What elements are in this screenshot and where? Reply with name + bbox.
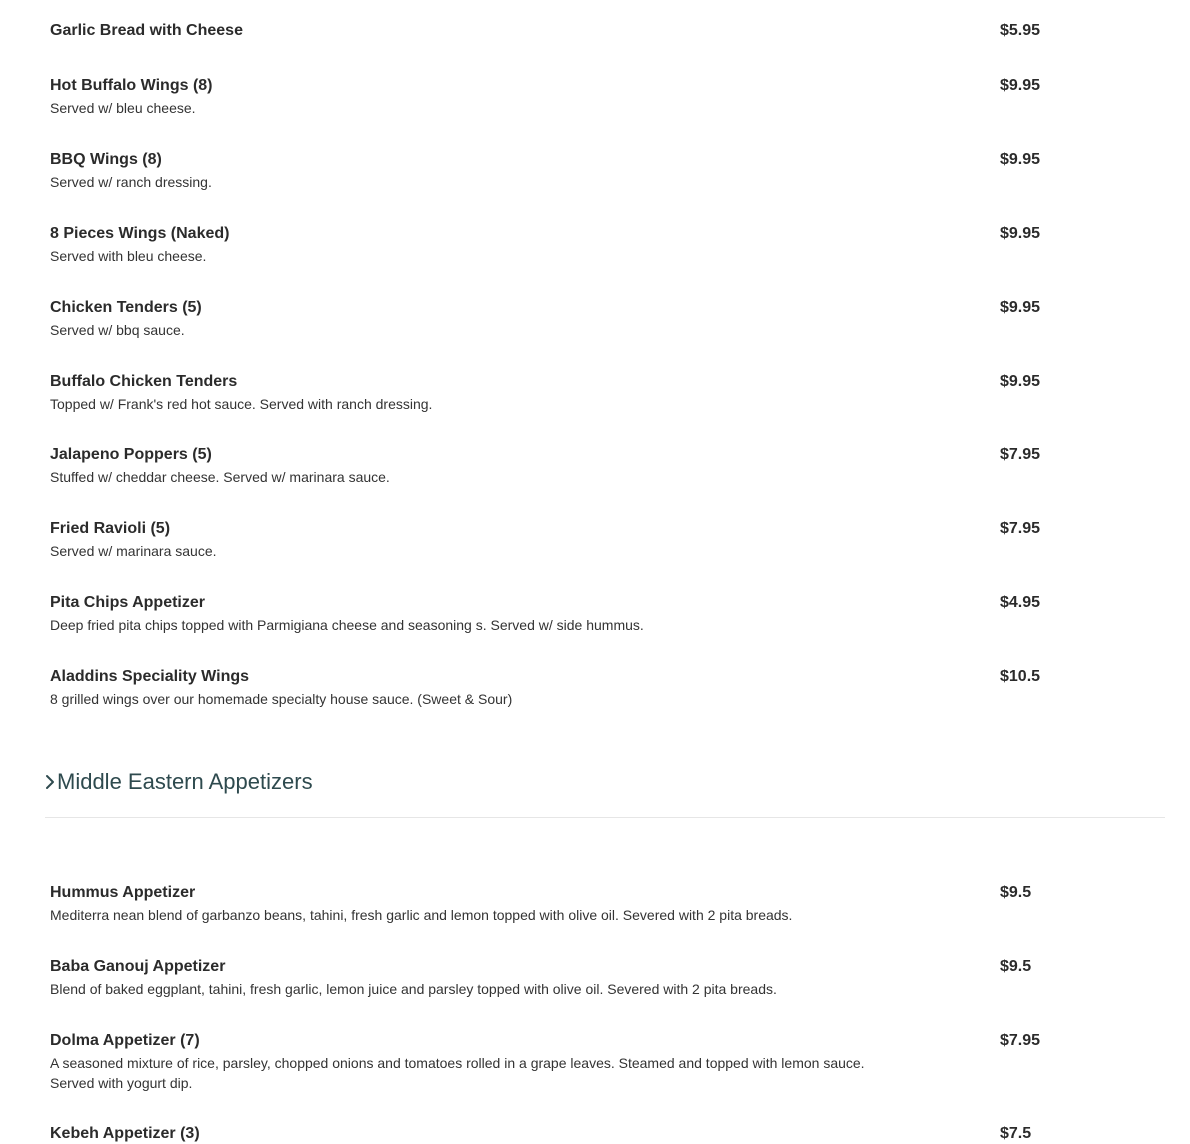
item-price: $9.95 [1000,151,1041,168]
item-name: Kebeh Appetizer (3) [50,1125,200,1142]
item-name: Aladdins Speciality Wings [50,668,250,685]
item-description: Deep fried pita chips topped with Parmigiana cheese and seasoning s. Served w/ side hummus. [50,617,644,633]
item-name: Jalapeno Poppers (5) [50,446,212,463]
item-price: $4.95 [1000,594,1041,611]
item-description: Served w/ bbq sauce. [50,322,185,338]
item-description: Served w/ ranch dressing. [50,174,212,190]
item-price: $9.95 [1000,225,1041,242]
item-description: Stuffed w/ cheddar cheese. Served w/ marinara sauce. [50,469,390,485]
item-name: Fried Ravioli (5) [50,520,171,537]
item-price: $9.95 [1000,373,1041,390]
item-price: $5.95 [1000,22,1041,39]
item-description: Served w/ marinara sauce. [50,543,217,559]
item-price: $10.5 [1000,668,1041,685]
item-name: Hummus Appetizer [50,884,196,901]
item-description: Blend of baked eggplant, tahini, fresh garlic, lemon juice and parsley topped with olive oil. Severed with 2 pita breads. [50,981,777,997]
item-price: $9.5 [1000,884,1032,901]
item-description: Served with bleu cheese. [50,248,207,264]
item-name: Hot Buffalo Wings (8) [50,77,213,94]
chevron-right-icon [45,774,55,790]
item-name: 8 Pieces Wings (Naked) [50,225,230,242]
item-price: $7.95 [1000,1032,1041,1049]
section-title: Middle Eastern Appetizers [57,769,313,794]
item-name: Garlic Bread with Cheese [50,22,243,39]
item-name: Buffalo Chicken Tenders [50,373,238,390]
item-price: $7.95 [1000,446,1041,463]
item-name: BBQ Wings (8) [50,151,162,168]
item-price: $9.95 [1000,299,1041,316]
item-price: $9.95 [1000,77,1041,94]
item-description: A seasoned mixture of rice, parsley, chopped onions and tomatoes rolled in a grape leaves. Steamed and topped with lemon sauce. Served with yogurt dip. [50,1055,865,1091]
item-name: Pita Chips Appetizer [50,594,205,611]
item-name: Baba Ganouj Appetizer [50,958,226,975]
item-price: $9.5 [1000,958,1032,975]
item-description: Topped w/ Frank's red hot sauce. Served with ranch dressing. [50,396,433,412]
item-description: 8 grilled wings over our homemade specialty house sauce. (Sweet & Sour) [50,691,513,707]
item-description: Served w/ bleu cheese. [50,100,196,116]
item-description: Mediterra nean blend of garbanzo beans, tahini, fresh garlic and lemon topped with olive oil. Severed with 2 pita breads. [50,907,793,923]
item-price: $7.95 [1000,520,1041,537]
section-divider [45,817,1165,818]
item-name: Dolma Appetizer (7) [50,1032,200,1049]
section-header-middle-eastern-appetizers[interactable] [45,764,313,800]
item-price: $7.5 [1000,1125,1032,1142]
item-name: Chicken Tenders (5) [50,299,202,316]
